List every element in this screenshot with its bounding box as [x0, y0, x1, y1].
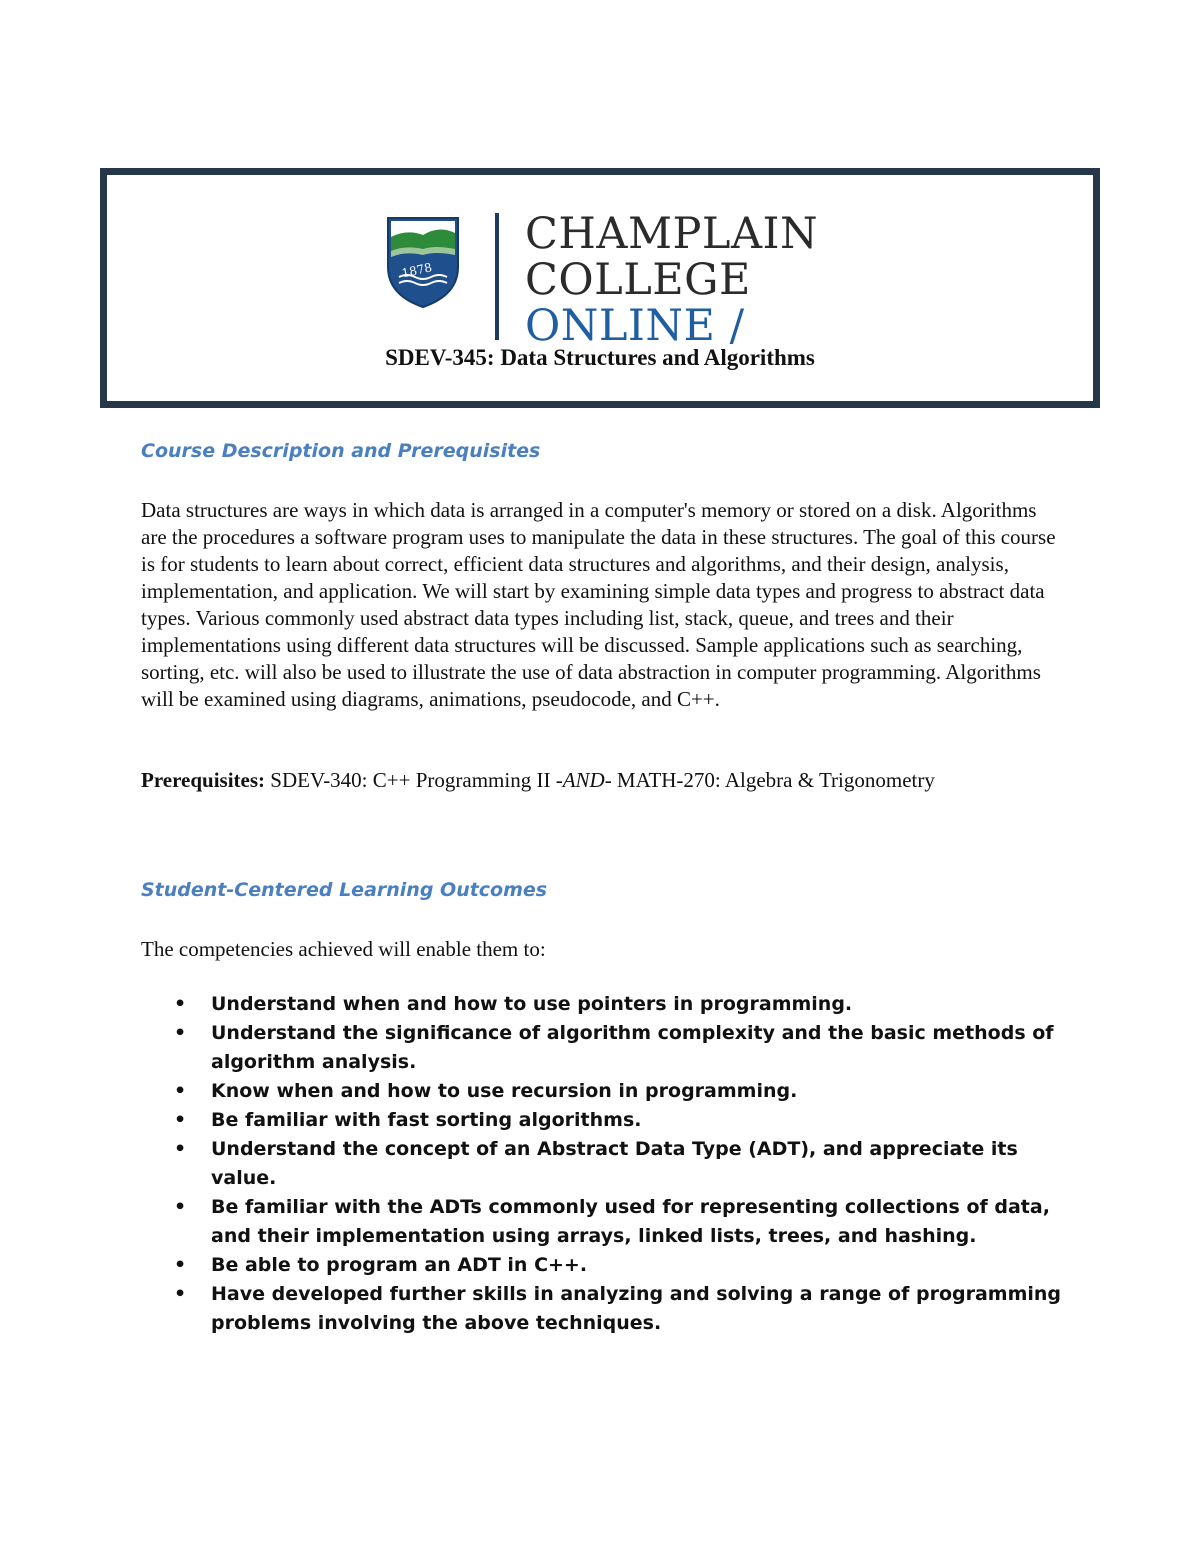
logo-wordmark [525, 211, 818, 349]
outcome-text: Understand the concept of an Abstract Data Type (ADT), and appreciate its value. [211, 1138, 1018, 1189]
list-item [141, 1077, 1066, 1106]
logo-line-online: ONLINE / [525, 301, 745, 351]
prerequisites-line [141, 767, 935, 794]
list-item [141, 1193, 1066, 1251]
bullet-icon: • [174, 1109, 187, 1131]
champlain-college-online-logo [385, 209, 835, 351]
list-item [141, 1019, 1066, 1077]
bullet-icon: • [174, 1254, 187, 1276]
list-item [141, 1106, 1066, 1135]
bullet-icon: • [174, 993, 187, 1015]
shield-year: 1878 [400, 260, 434, 281]
list-item [141, 990, 1066, 1019]
outcome-text: Be familiar with fast sorting algorithms. [211, 1109, 642, 1131]
outcome-text: Understand when and how to use pointers in programming. [211, 993, 853, 1015]
logo-divider [495, 213, 499, 340]
outcome-text: Understand the significance of algorithm complexity and the basic methods of algorithm analysis. [211, 1022, 1054, 1073]
course-description-paragraph: Data structures are ways in which data is arranged in a computer's memory or stored on a disk. Algorithms are the procedures a software program uses to manipulate the data in these structures. The goal of this course is for students to learn about correct, efficient data structures and algorithms, and their design, analysis, implementation, and application. We will start by examining simple data types and progress to abstract data types. Various commonly used abstract data types including list, stack, queue, and trees and their implementations using different data structures will be discussed. Sample applications such as searching, sorting, etc. will also be used to illustrate the use of data abstraction in computer programming. Algorithms will be examined using diagrams, animations, pseudocode, and C++. [141, 498, 1056, 711]
prerequisite-sdev-340: SDEV-340: C++ Programming II - [270, 768, 563, 792]
logo-line-college: COLLEGE [525, 255, 751, 305]
outcome-text: Be able to program an ADT in C++. [211, 1254, 588, 1276]
bullet-icon: • [174, 1283, 187, 1305]
prerequisite-and: AND [562, 768, 605, 792]
bullet-icon: • [174, 1022, 187, 1044]
bullet-icon: • [174, 1138, 187, 1160]
outcome-text: Have developed further skills in analyzing and solving a range of programming problems involving the above techniques. [211, 1283, 1062, 1334]
learning-outcomes-intro: The competencies achieved will enable them to: [141, 937, 546, 961]
learning-outcomes-heading: Student-Centered Learning Outcomes [141, 879, 548, 901]
course-title: SDEV-345: Data Structures and Algorithms [385, 345, 815, 370]
prerequisites-label: Prerequisites: [141, 768, 266, 792]
list-item [141, 1251, 1066, 1280]
list-item [141, 1280, 1066, 1338]
bullet-icon: • [174, 1080, 187, 1102]
logo-line-champlain: CHAMPLAIN [525, 209, 819, 259]
prerequisite-math-270: - MATH-270: Algebra & Trigonometry [604, 768, 935, 792]
header-banner [100, 168, 1100, 408]
bullet-icon: • [174, 1196, 187, 1218]
list-item [141, 1135, 1066, 1193]
shield-icon [385, 215, 461, 309]
learning-outcomes-list [141, 990, 1066, 1338]
outcome-text: Be familiar with the ADTs commonly used for representing collections of data, and their implementation using arrays, linked lists, trees, and hashing. [211, 1196, 1050, 1247]
course-description-heading: Course Description and Prerequisites [141, 440, 541, 462]
outcome-text: Know when and how to use recursion in programming. [211, 1080, 798, 1102]
